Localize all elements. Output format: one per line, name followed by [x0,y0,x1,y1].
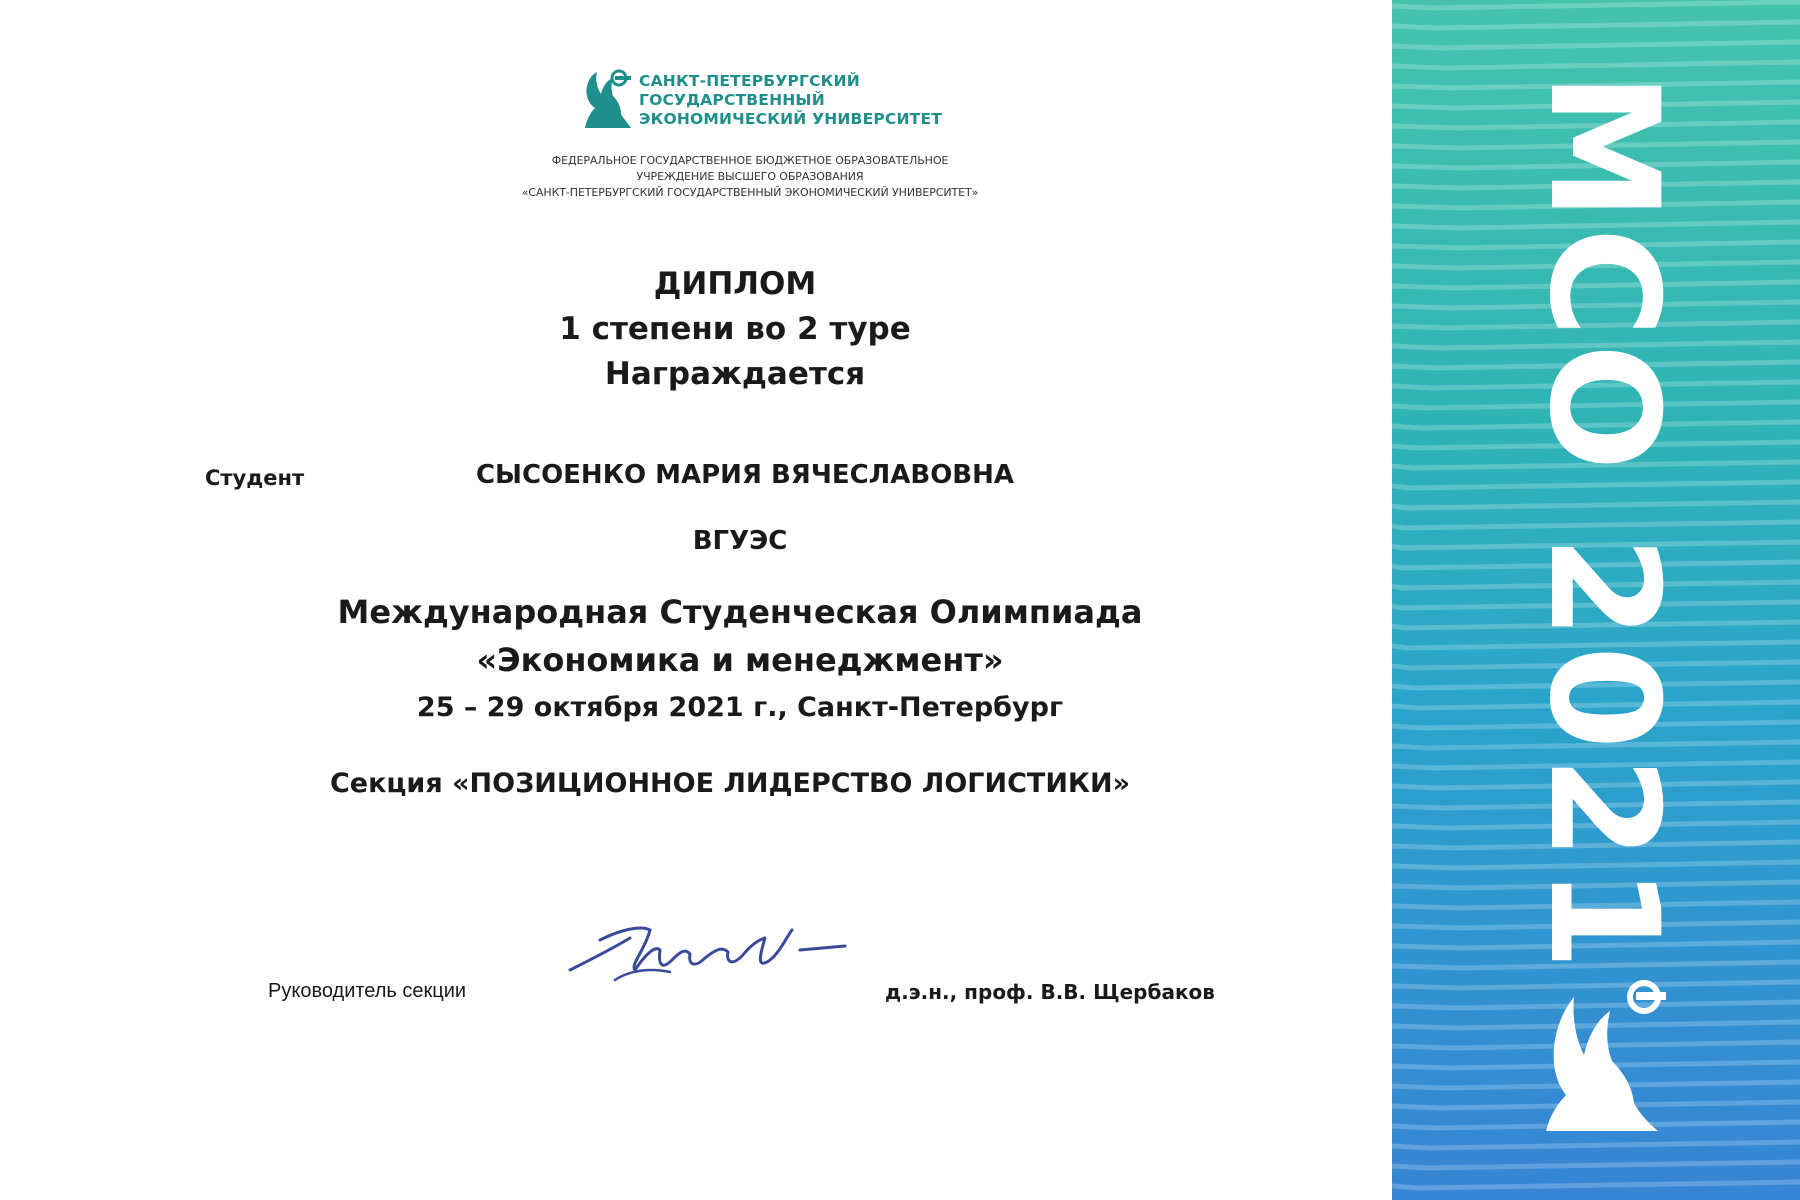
federal-line: ФЕДЕРАЛЬНОЕ ГОСУДАРСТВЕННОЕ БЮДЖЕТНОЕ ОБРАЗОВАТЕЛЬНОЕ [551,154,949,167]
signer-name: д.э.н., проф. В.В. Щербаков [885,980,1215,1004]
event-dates: 25 – 29 октября 2021 г., Санкт-Петербург [416,692,1064,723]
handwritten-signature [560,910,850,1000]
institution-name: ВГУЭС [692,526,788,556]
diploma-awarded: Награждается [604,356,866,392]
griffin-icon [1540,975,1670,1135]
signature-label: Руководитель секции [268,980,467,1002]
student-name: СЫСОЕНКО МАРИЯ ВЯЧЕСЛАВОВНА [475,460,1015,490]
university-logo [575,68,943,134]
diploma-title-block [420,262,1050,397]
university-name-line: ЭКОНОМИЧЕСКИЙ УНИВЕРСИТЕТ [639,110,943,128]
university-name-line: САНКТ-ПЕТЕРБУРГСКИЙ [639,72,860,90]
olympiad-name [290,588,1190,684]
olympiad-line: «Экономика и менеджмент» [476,641,1004,679]
olympiad-line: Международная Студенческая Олимпиада [337,593,1143,631]
section-name: Секция «ПОЗИЦИОННОЕ ЛИДЕРСТВО ЛОГИСТИКИ» [329,768,1131,799]
federal-line: УЧРЕЖДЕНИЕ ВЫСШЕГО ОБРАЗОВАНИЯ [636,170,864,183]
federal-line: «САНКТ-ПЕТЕРБУРГСКИЙ ГОСУДАРСТВЕННЫЙ ЭКОНОМИЧЕСКИЙ УНИВЕРСИТЕТ» [521,186,979,199]
banner-title: МСО 2021 [1516,72,1690,977]
student-label: Студент [205,466,305,490]
diploma-degree: 1 степени во 2 туре [559,311,911,347]
university-name-line: ГОСУДАРСТВЕННЫЙ [639,91,825,109]
griffin-icon [575,68,633,132]
federal-institution-block [420,153,1080,201]
event-banner [1392,0,1800,1200]
diploma-title: ДИПЛОМ [653,266,817,302]
university-name [639,72,942,129]
